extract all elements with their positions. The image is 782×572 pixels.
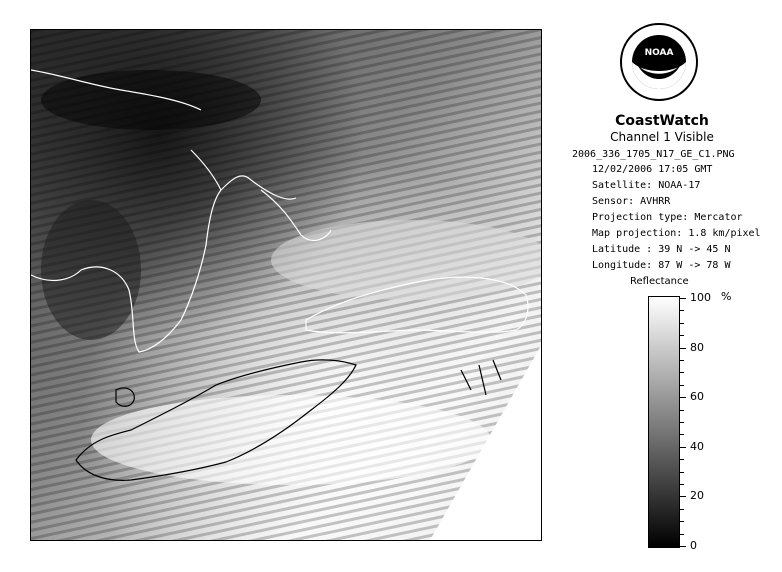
colorbar-minor-tick <box>680 509 684 510</box>
colorbar-tick <box>680 397 686 398</box>
reflectance-colorbar <box>648 296 680 548</box>
sensor-text: Sensor: AVHRR <box>592 196 671 207</box>
colorbar-minor-tick <box>680 323 684 324</box>
colorbar-tick-label: 100 <box>690 291 711 304</box>
satellite-image <box>30 29 542 541</box>
colorbar-tick-label: 60 <box>690 390 704 404</box>
colorbar-minor-tick <box>680 385 684 386</box>
colorbar-minor-tick <box>680 472 684 473</box>
map-projection-text: Map projection: 1.8 km/pixel <box>592 228 761 239</box>
colorbar-tick-label: 40 <box>690 439 704 453</box>
colorbar-minor-tick <box>680 335 684 336</box>
colorbar-tick <box>680 546 686 547</box>
imagery-svg <box>31 30 542 541</box>
product-subtitle: Channel 1 Visible <box>610 130 714 144</box>
datetime-text: 12/02/2006 17:05 GMT <box>592 164 713 175</box>
satellite-text: Satellite: NOAA-17 <box>592 180 701 191</box>
projection-text: Projection type: Mercator <box>592 212 743 223</box>
colorbar-minor-tick <box>680 534 684 535</box>
colorbar-tick <box>680 298 686 299</box>
latitude-text: Latitude : 39 N -> 45 N <box>592 244 731 255</box>
colorbar-tick <box>680 348 686 349</box>
colorbar-minor-tick <box>680 360 684 361</box>
colorbar-minor-tick <box>680 521 684 522</box>
noaa-logo <box>619 22 699 102</box>
logo-text: NOAA <box>644 48 674 58</box>
colorbar-tick-label: 80 <box>690 340 704 354</box>
longitude-text: Longitude: 87 W -> 78 W <box>592 260 731 271</box>
colorbar-tick <box>680 447 686 448</box>
colorbar-minor-tick <box>680 484 684 485</box>
colorbar-minor-tick <box>680 410 684 411</box>
colorbar-tick-label: 0 <box>690 539 697 552</box>
legend-label: Reflectance <box>630 276 689 287</box>
colorbar-minor-tick <box>680 434 684 435</box>
colorbar-minor-tick <box>680 422 684 423</box>
filename-text: 2006_336_1705_N17_GE_C1.PNG <box>572 149 735 160</box>
colorbar-minor-tick <box>680 372 684 373</box>
colorbar-tick-label: 20 <box>690 489 704 503</box>
legend-unit: % <box>721 290 732 303</box>
product-title: CoastWatch <box>615 113 709 129</box>
colorbar-minor-tick <box>680 310 684 311</box>
colorbar-minor-tick <box>680 459 684 460</box>
colorbar-tick <box>680 496 686 497</box>
